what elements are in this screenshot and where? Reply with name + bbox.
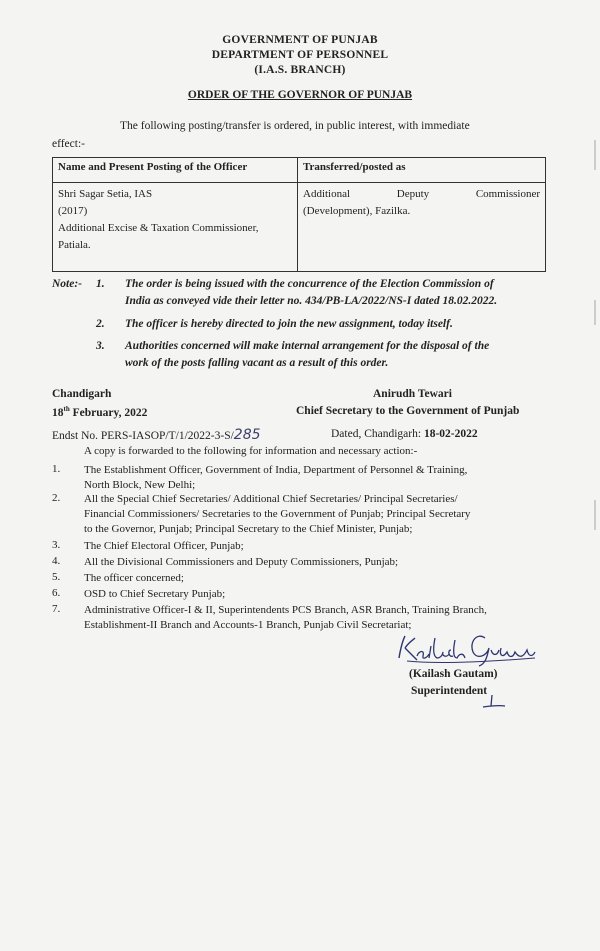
note-3-line-1: Authorities concerned will make internal arrangement for the disposal of the [125,340,490,352]
posted-word: Additional [303,188,351,200]
table-header-officer: Name and Present Posting of the Officer [53,158,298,183]
header-government: GOVERNMENT OF PUNJAB [222,34,378,46]
initial-mark [478,694,508,710]
intro-line-2: effect:- [52,138,85,150]
note-1-line-2: India as conveyed vide their letter no. 434/PB-LA/2022/NS-I dated 18.02.2022. [125,295,498,307]
chief-secretary-name: Anirudh Tewari [373,388,452,400]
scan-edge-mark [594,500,596,530]
endorsement-number: Endst No. PERS-IASOP/T/1/2022-3-S/285 [52,427,261,443]
posted-word: Commissioner [475,188,540,200]
note-2-line-1: The officer is hereby directed to join the new assignment, today itself. [125,318,453,330]
handwritten-signature [395,628,545,668]
note-3-line-2: work of the posts falling vacant as a result of this order. [125,357,389,369]
header-branch: (I.A.S. BRANCH) [254,64,346,76]
scan-edge-mark [594,140,596,170]
recipient-number: 3. [52,539,61,551]
recipient-number: 7. [52,603,61,615]
table-row [53,183,546,272]
list-item: All the Divisional Commissioners and Deputy Commissioners, Punjab; [84,556,399,568]
signatory-designation: Superintendent [411,685,488,697]
list-item: The Chief Electoral Officer, Punjab; [84,540,244,552]
list-item: Administrative Officer-I & II, Superintendents PCS Branch, ASR Branch, Training Branch, Establishment-II Branch and Accounts-1 Branch, Punjab Civil Secretariat; [84,604,487,631]
chief-secretary-designation: Chief Secretary to the Government of Punjab [296,405,520,417]
note-number: 3. [96,340,105,352]
recipient-number: 1. [52,463,61,475]
header-department: DEPARTMENT OF PERSONNEL [211,49,389,61]
signatory-name: (Kailash Gautam) [409,668,498,680]
recipient-number: 4. [52,555,61,567]
officer-batch: (2017) [58,205,88,217]
recipient-number: 5. [52,571,61,583]
officer-cell [53,183,298,272]
posting-table [52,157,546,272]
endorsement-date: Dated, Chandigarh: 18-02-2022 [331,428,478,440]
officer-name: Shri Sagar Setia, IAS [58,188,153,200]
scan-edge-mark [594,300,596,325]
list-item: All the Special Chief Secretaries/ Additional Chief Secretaries/ Principal Secretaries/ Financial Commissioners/ Secretaries to the Government of Punjab; Principal Secretary to the Governor, Punjab; Principal Secretary to the Chief Minister, Punjab; [84,493,471,535]
copy-intro: A copy is forwarded to the following for information and necessary action:- [84,445,418,457]
table-header-posted: Transferred/posted as [298,158,546,183]
order-title: ORDER OF THE GOVERNOR OF PUNJAB [187,89,413,101]
recipient-number: 6. [52,587,61,599]
list-item: The Establishment Officer, Government of India, Department of Personnel & Training, North Block, New Delhi; [84,464,468,491]
handwritten-number: 285 [233,427,261,443]
signoff-place: Chandigarh [52,388,112,400]
note-number: 1. [96,278,105,290]
note-label: Note:- [52,278,83,290]
posted-word: Deputy [396,188,430,200]
list-item: OSD to Chief Secretary Punjab; [84,588,226,600]
posted-cell [298,183,546,272]
note-number: 2. [96,318,105,330]
posted-line-2: (Development), Fazilka. [303,205,411,217]
intro-line-1: The following posting/transfer is ordered, in public interest, with immediate [120,120,470,132]
list-item: The officer concerned; [84,572,184,584]
note-1-line-1: The order is being issued with the concurrence of the Election Commission of [125,278,494,290]
recipient-number: 2. [52,492,61,504]
officer-post-line-1: Additional Excise & Taxation Commissioner, [58,222,259,234]
signoff-date: 18th February, 2022 [52,405,148,419]
posted-line-1 [303,186,540,203]
officer-post-line-2: Patiala. [58,239,91,251]
